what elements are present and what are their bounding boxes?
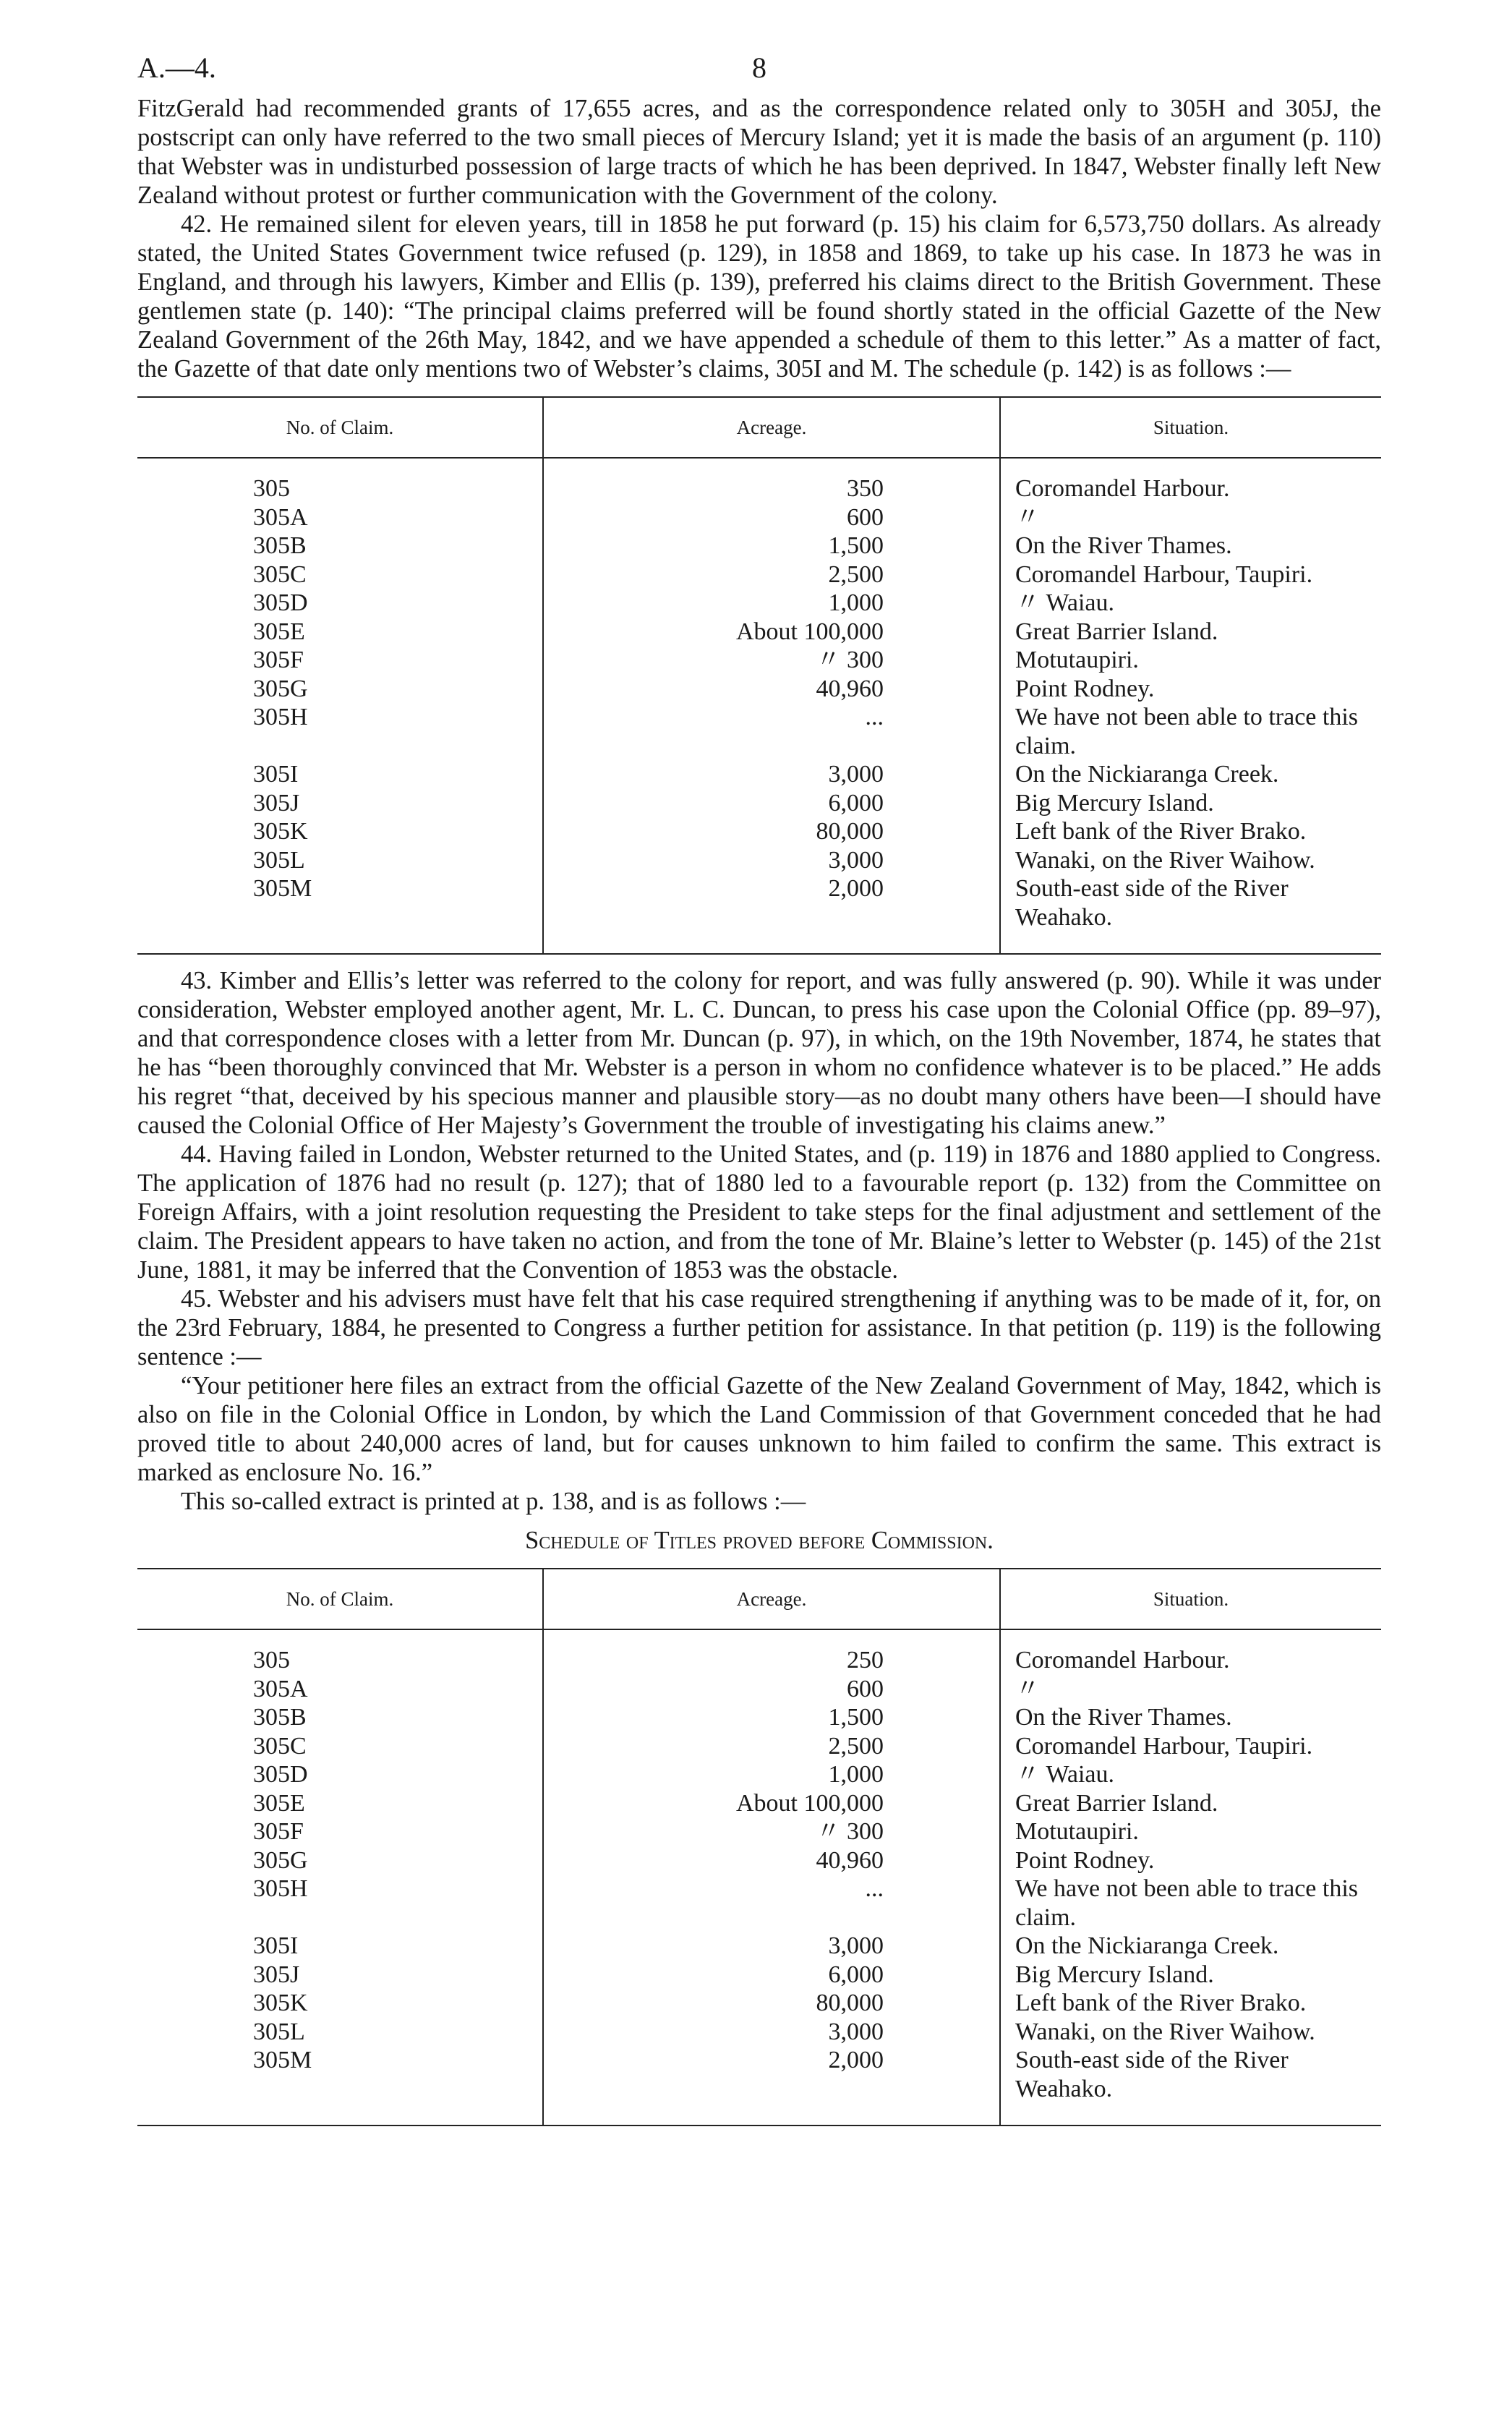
acreage-cell: 80,000 (543, 817, 1000, 846)
claim-cell: 305D (253, 589, 308, 616)
situation-cell: Left bank of the River Brako. (1000, 1989, 1381, 2018)
header-claim: No. of Claim. (137, 1569, 543, 1629)
situation-cell: South-east side of the River Weahako. (1000, 2046, 1381, 2126)
acreage-cell: 〃 300 (543, 646, 1000, 675)
claim-cell: 305I (253, 1932, 299, 1959)
table-row (137, 1846, 1381, 1875)
header-situation: Situation. (1000, 1569, 1381, 1629)
claim-cell: 305 (253, 1647, 290, 1673)
header-acreage: Acreage. (543, 1569, 1000, 1629)
acreage-cell: 3,000 (543, 1932, 1000, 1961)
acreage-cell: 2,000 (543, 874, 1000, 954)
table-row (137, 1989, 1381, 2018)
situation-cell: Motutaupiri. (1000, 1817, 1381, 1846)
page-ref: A.—4. (137, 51, 216, 84)
document-page (137, 43, 1381, 2138)
paragraph-41-continued: FitzGerald had recommended grants of 17,655 acres, and as the correspondence related only to 305H and 305J, the postscript can only have referred to the two small pieces of Mercury Island; yet it is made the basis of an argument (p. 110) that Webster was in undisturbed possession of large tracts of which he has been deprived. In 1847, Webster finally left New Zealand without protest or further communication with the Government of the colony. (137, 95, 1381, 209)
situation-cell: 〃 (1000, 503, 1381, 532)
situation-cell: 〃 Waiau. (1000, 589, 1381, 618)
acreage-cell: 250 (543, 1629, 1000, 1675)
table-row (137, 1760, 1381, 1789)
acreage-cell: 6,000 (543, 1961, 1000, 1990)
table-row (137, 2018, 1381, 2047)
acreage-cell: 350 (543, 458, 1000, 503)
table-row (137, 1789, 1381, 1818)
claim-cell: 305C (253, 1732, 307, 1760)
acreage-cell: 3,000 (543, 760, 1000, 789)
acreage-cell: 3,000 (543, 2018, 1000, 2047)
claim-cell: 305D (253, 1761, 308, 1788)
table-row (137, 1732, 1381, 1761)
table-row (137, 675, 1381, 704)
table-row (137, 1629, 1381, 1675)
situation-cell: Coromandel Harbour. (1000, 458, 1381, 503)
paragraph-43: 43. Kimber and Ellis’s letter was referred to the colony for report, and was fully answered (p. 90). While it was under consideration, Webster employed another agent, Mr. L. C. Duncan, to press his case upon the Colonial Office (pp. 89–97), and that correspondence closes with a letter from Mr. Duncan (p. 97), in which, on the 19th November, 1874, he states that he has “been thoroughly convinced that Mr. Webster is a person in whom no confidence whatever is to be placed.” He adds his regret “that, deceived by his specious manner and plausible story—as no doubt many others have been—I should have caused the Colonial Office of Her Majesty’s Government the trouble of investigating his claims anew.” (137, 967, 1381, 1139)
table-row (137, 874, 1381, 954)
header-situation: Situation. (1000, 397, 1381, 458)
table-row (137, 789, 1381, 818)
table-row (137, 1703, 1381, 1732)
claim-cell: 305J (253, 1961, 300, 1988)
table-row (137, 2046, 1381, 2126)
paragraph-42: 42. He remained silent for eleven years, till in 1858 he put forward (p. 15) his claim for 6,573,750 dollars. As already stated, the United States Government twice refused (p. 129), in 1858 and 1869, to take up his case. In 1873 he was in England, and through his lawyers, Kimber and Ellis (p. 139), preferred his claims direct to the British Government. These gentlemen state (p. 140): “The principal claims preferred will be found shortly stated in the official Gazette of the New Zealand Government of the 26th May, 1842, and we have appended a schedule of them to this letter.” As a matter of fact, the Gazette of that date only mentions two of Webster’s claims, 305I and M. The schedule (p. 142) is as follows :— (137, 210, 1381, 383)
situation-cell: On the Nickiaranga Creek. (1000, 760, 1381, 789)
claim-cell: 305L (253, 846, 305, 874)
situation-cell: Great Barrier Island. (1000, 618, 1381, 647)
claim-cell: 305H (253, 704, 308, 730)
table-row (137, 846, 1381, 875)
acreage-cell: 40,960 (543, 675, 1000, 704)
claim-cell: 305F (253, 647, 304, 673)
situation-cell: Big Mercury Island. (1000, 789, 1381, 818)
table-row (137, 1875, 1381, 1932)
acreage-cell: ... (543, 703, 1000, 760)
table-row (137, 1961, 1381, 1990)
claim-cell: 305A (253, 503, 308, 531)
table-row (137, 760, 1381, 789)
paragraph-45: 45. Webster and his advisers must have felt that his case required strengthening if anything was to be made of it, for, on the 23rd February, 1884, he presented to Congress a further petition for assistance. In that petition (p. 119) is the following sentence :— (137, 1285, 1381, 1370)
situation-cell: Big Mercury Island. (1000, 1961, 1381, 1990)
table-row (137, 532, 1381, 560)
table-row (137, 458, 1381, 503)
schedule-2-caption: Schedule of Titles proved before Commission. (525, 1527, 994, 1554)
header-acreage: Acreage. (543, 397, 1000, 458)
schedule-table-2 (137, 1568, 1381, 2126)
situation-cell: Coromandel Harbour. (1000, 1629, 1381, 1675)
acreage-cell: 1,500 (543, 532, 1000, 560)
claim-cell: 305J (253, 789, 300, 816)
situation-cell: South-east side of the River Weahako. (1000, 874, 1381, 954)
acreage-cell: 600 (543, 1675, 1000, 1704)
acreage-cell: About 100,000 (543, 618, 1000, 647)
acreage-cell: 2,000 (543, 2046, 1000, 2126)
claim-cell: 305I (253, 761, 299, 788)
claim-cell: 305B (253, 532, 307, 559)
situation-cell: Left bank of the River Brako. (1000, 817, 1381, 846)
acreage-cell: 2,500 (543, 1732, 1000, 1761)
table-row (137, 503, 1381, 532)
acreage-cell: About 100,000 (543, 1789, 1000, 1818)
page-header (137, 43, 1381, 94)
situation-cell: On the Nickiaranga Creek. (1000, 1932, 1381, 1961)
claim-cell: 305K (253, 818, 308, 845)
situation-cell: Wanaki, on the River Waihow. (1000, 2018, 1381, 2047)
paragraph-44: 44. Having failed in London, Webster returned to the United States, and (p. 119) in 1876 and 1880 applied to Congress. The application of 1876 had no result (p. 127); that of 1880 led to a favourable report (p. 132) from the Committee on Foreign Affairs, with a joint resolution requesting the President to take steps for the final adjustment and settlement of the claim. The President appears to have taken no action, and from the tone of Mr. Blaine’s letter to Webster (p. 145) of the 21st June, 1881, it may be inferred that the Convention of 1853 was the obstacle. (137, 1140, 1381, 1284)
situation-cell: Point Rodney. (1000, 675, 1381, 704)
claim-cell: 305H (253, 1875, 308, 1902)
claim-cell: 305B (253, 1704, 307, 1731)
acreage-cell: 1,000 (543, 589, 1000, 618)
claim-cell: 305E (253, 618, 305, 645)
claim-cell: 305C (253, 560, 307, 588)
claim-cell: 305M (137, 2046, 543, 2126)
table-header-row (137, 397, 1381, 458)
claim-cell: 305 (253, 475, 290, 502)
situation-cell: Point Rodney. (1000, 1846, 1381, 1875)
acreage-cell: 〃 300 (543, 1817, 1000, 1846)
acreage-cell: 80,000 (543, 1989, 1000, 2018)
situation-cell: 〃 Waiau. (1000, 1760, 1381, 1789)
claim-cell: 305L (253, 2018, 305, 2045)
acreage-cell: 600 (543, 503, 1000, 532)
situation-cell: Coromandel Harbour, Taupiri. (1000, 560, 1381, 589)
acreage-cell: 1,500 (543, 1703, 1000, 1732)
situation-cell: We have not been able to trace this claim. (1000, 1875, 1381, 1932)
schedule-table-1 (137, 396, 1381, 955)
acreage-cell: 2,500 (543, 560, 1000, 589)
table-row (137, 589, 1381, 618)
claim-cell: 305F (253, 1818, 304, 1845)
table-row (137, 1817, 1381, 1846)
situation-cell: On the River Thames. (1000, 532, 1381, 560)
situation-cell: We have not been able to trace this claim. (1000, 703, 1381, 760)
acreage-cell: 6,000 (543, 789, 1000, 818)
acreage-cell: 1,000 (543, 1760, 1000, 1789)
claim-cell: 305G (253, 1846, 308, 1874)
claim-cell: 305M (137, 874, 543, 954)
situation-cell: Coromandel Harbour, Taupiri. (1000, 1732, 1381, 1761)
claim-cell: 305E (253, 1789, 305, 1817)
situation-cell: On the River Thames. (1000, 1703, 1381, 1732)
situation-cell: 〃 (1000, 1675, 1381, 1704)
situation-cell: Motutaupiri. (1000, 646, 1381, 675)
acreage-cell: 3,000 (543, 846, 1000, 875)
table-row (137, 703, 1381, 760)
petition-quote: “Your petitioner here files an extract from the official Gazette of the New Zealand Government of May, 1842, which is also on file in the Colonial Office in London, by which the Land Commission of that Government conceded that he had proved title to about 240,000 acres of land, but for causes unknown to him failed to confirm the same. This extract is marked as enclosure No. 16.” (137, 1372, 1381, 1486)
table-header-row (137, 1569, 1381, 1629)
situation-cell: Great Barrier Island. (1000, 1789, 1381, 1818)
extract-intro: This so-called extract is printed at p. 138, and is as follows :— (181, 1488, 806, 1515)
situation-cell: Wanaki, on the River Waihow. (1000, 846, 1381, 875)
header-claim: No. of Claim. (137, 397, 543, 458)
table-row (137, 618, 1381, 647)
claim-cell: 305K (253, 1990, 308, 2016)
table-row (137, 817, 1381, 846)
claim-cell: 305A (253, 1675, 308, 1702)
page-number: 8 (752, 51, 766, 84)
claim-cell: 305G (253, 675, 308, 702)
table-row (137, 1675, 1381, 1704)
table-row (137, 646, 1381, 675)
acreage-cell: ... (543, 1875, 1000, 1932)
acreage-cell: 40,960 (543, 1846, 1000, 1875)
table-row (137, 560, 1381, 589)
table-row (137, 1932, 1381, 1961)
